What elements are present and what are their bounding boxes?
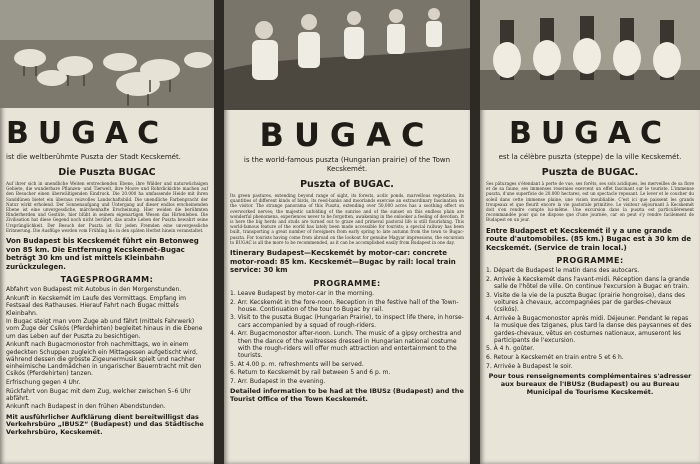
itinerary-info: Itinerary Budapest—Kecskemét by motor-car: concrete motor-road: 85 km. Kecskemét—Bugac by rail: local train service: 30 km: [230, 249, 456, 275]
section-heading: Die Puszta BUGAC: [58, 167, 156, 178]
body-text: Ses pâturages s'étendant à perte de vue, ses forêts, ses sols acidiques, les merveilles de sa flore et de sa faune, ses immenses roseraies exercent un effet fascinant sur le touriste. L'immense puszta, d'une superficie de 20.000 hectares, est un spectacle reposant. Le lever et le coucher du soleil dans cette immense plaine, une vision inoubliable. C'est ici que paissent les grands troupeaux et que fleurit encore la vie pastorale primitive. Le visiteur séjournant à Kecskemét doit s'en rendre compte lui-même. Une excursion dans la puszta est particulièrement recommandée pour qui ne dispose que d'une journée, car on peut s'y rendre facilement de Budapest en un jour.: [486, 181, 694, 223]
fold-gap: [470, 0, 480, 464]
panel-subtitle: ist die weltberühmte Puszta der Stadt Kecskemét.: [6, 153, 181, 161]
program-heading: PROGRAMME:: [313, 278, 381, 288]
program-item: 5. At 4.00 p. m. refreshments will be served.: [230, 360, 364, 368]
panel-german-content: [0, 112, 214, 464]
program-item: 3. Visit to the puszta Bugac (Hungarian Prairie), to inspect life there, in horse-cars accompanied by a squad of rough-riders.: [230, 314, 464, 329]
program-item: 7. Arrivée à Budapest le soir.: [486, 362, 573, 370]
panel-title: BUGAC: [508, 116, 672, 151]
riders-photo: [224, 0, 470, 110]
route-info: Entre Budapest et Kecskemét il y a une grande route d'automobiles. (85 km.) Bugac est à 30 km de Kecskemét. (Service de train local.): [486, 226, 692, 252]
body-text: Auf ihrer sich in unendliche Weiten erstreckenden Ebene, ihre Wälder und naturwüchsigen Gebiete, die wunderbare Pflanzen- und Tierwelt, ihre Moore und Rohrdickichte machen auf den Besucher einen überwältigenden Eindruck. Die 20.000 ha umfassende Heide mit ihren Sanddünen bietet ein überaus reizvolles Landschaftsbild. Die unendliche Farbenpracht der Natur wirkt erholend. Der Sonnenaufgang und Untergang auf dieser endlos erscheinenden Ebene ist eine unvergessliche, märchenhafte Erscheinung. Hier weiden die berühmten Rinderherden und Gestüte, hier blüht in seinem eigenartigen Wesen das Hirtenleben. Die Zivilisation hat diese Gegend noch nicht berührt, das uralte Leben der Puszta bewahrt seine Ursprünglichkeit. Der Besuch der Puszta ist für jeden Fremden eine unvergessliche Erinnerung. Die Ausflüge werden vom Frühling bis in den späten Herbst hinein veranstaltet.: [6, 181, 208, 233]
panel-german: [0, 0, 214, 464]
program-item: 6. Return to Kecskemét by rail between 5 and 6 p. m.: [230, 369, 391, 377]
program-item: 2. Arr. Kecskemét in the fore-noon. Reception in the festive hall of the Town-house. Continuation of the tour to Bugac by rail.: [230, 298, 459, 313]
program-item: Erfrischung gegen 4 Uhr.: [6, 378, 81, 386]
program-item: Ankunft in Kecskemét im Laufe des Vormittags. Empfang im Festsaal des Rathauses. Hierauf Fahrt nach Bugac mittels Kleinbahn.: [6, 295, 187, 317]
program-list: [6, 286, 208, 410]
cattle-herd-photo: [0, 0, 214, 108]
program-item: 3. Visite de la vie de la puszta Bugac (prairie hongroise), dans des voitures à chevaux, accompagnées par de gardes-chevaux (csikós).: [486, 292, 685, 314]
panel-subtitle: is the world-famous puszta (Hungarian prairie) of the Town Kecskemét.: [243, 156, 451, 173]
panel-subtitle: est la célèbre puszta (steppe) de la ville Kecskemét.: [498, 153, 682, 161]
program-item: Ankunft nach Bugacmonostor froh nachmittags, wo in einem gedeckten Schuppen zugleich ein Mittagessen aufgetischt wird, während dessen die grösste Zigeunermusik spielt und nachher einheimische Landmädchen in ungarischer Bauerntracht mit den Csikós (Pferdehirten) tanzen.: [6, 341, 202, 378]
panel-title: BUGAC: [6, 116, 169, 151]
contact-footnote: Mit ausführlicher Aufklärung dient bereitwilligst das Verkehrsbüro „IBUSZ“ (Budapest) und das Städtische Verkehrsbüro, Kecskemét.: [6, 412, 204, 437]
panel-english: [224, 0, 470, 464]
program-item: 5. À 4 h. goûter.: [486, 345, 535, 353]
program-item: 4. Arrivée à Bugacmonostor après midi. Déjeuner. Pendant le repas la musique des tziganes, plus tard la danse des paysannes et des gardes-chevaux, vêtus en costumes nationaux, amuseront les participants de l'excursion.: [486, 315, 692, 344]
program-item: Ankunft nach Budapest in den frühen Abendstunden.: [6, 403, 166, 411]
program-item: 1. Départ de Budapest le matin dans des autocars.: [486, 267, 640, 275]
program-list: [230, 290, 464, 385]
program-item: In Bugac steigt man vom Zuge ab und fährt (mittels Fahrwerk) vom Zuge der Csikós (Pferdehirten) begleitet hinaus in die Ebene um das Leben auf der Puszta zu besichtigen.: [6, 318, 203, 340]
program-heading: PROGRAMME:: [556, 256, 624, 266]
panel-english-content: [224, 112, 470, 464]
body-text: Its green pastures, extending beyond range of sight, its forests, acdic ponds, marvellous vegetation, its quantities of different kinds of birds, its reed-banks and moorlands exercise an extraordinary fascination on the visitor. The strange panorama of this Puszta, extending over 50,000 acres has a soothing effect on overworked nerves; the majestic unfolding of the sunrise and of the sunset on this endless plain are wonderful phenomena, experiences never to be forgotten, awakening in the onlooker a feeling of devotion. It is here the big herds and studs are turned out to graze and primeval pastoral life is still flourishing. This world-famous feature of the world has lately been made accessible for tourists; a special railway has been built, transporting a great number of foreigners from early spring to late autumn from the town to Bugac-puszta. For tourists having come from abroad on the lookout for genuine Magyar impressions, the excursion to BUGAC is all the more to be recommended, as it can be accomplished easily from Budapest in one day.: [230, 193, 464, 245]
panel-french: [480, 0, 700, 464]
panel-title: BUGAC: [259, 116, 435, 154]
section-heading: Puszta of BUGAC.: [300, 179, 394, 190]
program-item: 2. Arrivée à Kecskemét dans l'avant-midi. Réception dans la grande salle de l'hôtel de ville. On continue l'excursion à Bugac en train.: [486, 276, 690, 291]
dancers-photo: [480, 0, 700, 110]
section-heading: Puszta de BUGAC.: [541, 167, 639, 178]
program-list: [486, 267, 694, 370]
distance-info: Von Budapest bis Kecskemét führt ein Betonweg von 85 km. Die Entfernung Kecskemét–Bugac beträgt 30 km und ist mittels Kleinbahn zurückzulegen.: [6, 237, 199, 271]
program-item: Abfahrt von Budapest mit Autobus in den Morgenstunden.: [6, 286, 182, 294]
program-heading: TAGESPROGRAMM:: [60, 275, 154, 285]
program-item: 6. Retour à Kecskemét en train entre 5 et 6 h.: [486, 354, 624, 362]
panel-french-content: [480, 112, 700, 464]
contact-footnote: Detailed information to be had at the IBUSz (Budapest) and the Tourist Office of the Town Kecskemét.: [230, 387, 464, 404]
program-item: 7. Arr. Budapest in the evening.: [230, 378, 326, 386]
program-item: 1. Leave Budapest by motor-car in the morning.: [230, 289, 375, 297]
contact-footnote: Pour tous renseignements complémentaires s'adresser aux bureaux de l'IBUSz (Budapest) ou au Bureau Municipal de Tourisme Kecskemét.: [488, 372, 692, 396]
fold-gap: [214, 0, 224, 464]
program-item: 4. Arr. Bugacmonostor after-noon. Lunch. The music of a gipsy orchestra and then the dance of the waitresses dressed in Hungarian national costume with the rough-riders will offer much attraction and entertainment to the tourists.: [230, 330, 462, 359]
program-item: Rückfahrt von Bugac mit dem Zug, welcher zwischen 5–6 Uhr abfährt.: [6, 387, 191, 402]
